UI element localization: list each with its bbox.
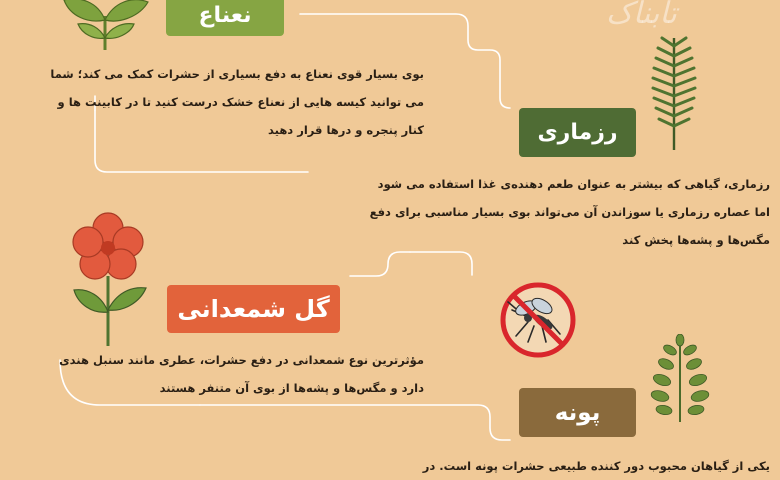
text-line: اما عصاره رزماری یا سوزاندن آن می‌تواند بوی بسیار مناسبی برای دفع [369,205,770,219]
geranium-description [59,346,424,402]
pennyroyal-plant-icon [646,334,716,424]
geranium-title: گل شمعدانی [167,285,340,333]
text-line: دارد و مگس‌ها و پشه‌ها از بوی آن متنفر هستند [159,381,424,395]
rosemary-sprig-icon [644,34,704,152]
text-line: رزماری، گیاهی که بیشتر به عنوان طعم دهنده‌ی غذا استفاده می شود [377,177,770,191]
rosemary-description [370,170,770,254]
text-line: یکی از گیاهان محبوب دور کننده طبیعی حشرات پونه است. در [422,459,770,473]
pennyroyal-description [423,452,770,480]
text-line: می توانید کیسه هایی از نعناع خشک درست کنید تا در کابینت ها و [57,95,424,109]
no-mosquito-icon [498,280,578,360]
text-line: بوی بسیار قوی نعناع به دفع بسیاری از حشرات کمک می کند؛ شما [50,67,424,81]
text-line: کنار پنجره و درها قرار دهید [267,123,424,137]
geranium-flower-icon [66,210,156,348]
pennyroyal-title: پونه [519,388,636,437]
mint-title: نعناع [166,0,284,36]
mint-plant-icon [58,0,158,50]
watermark-logo: تابناک [606,0,677,31]
text-line: مگس‌ها و پشه‌ها پخش کند [622,233,770,247]
text-line: مؤثرترین نوع شمعدانی در دفع حشرات، عطری مانند سنبل هندی [59,353,424,367]
rosemary-title: رزماری [519,108,636,157]
mint-description [50,60,424,144]
